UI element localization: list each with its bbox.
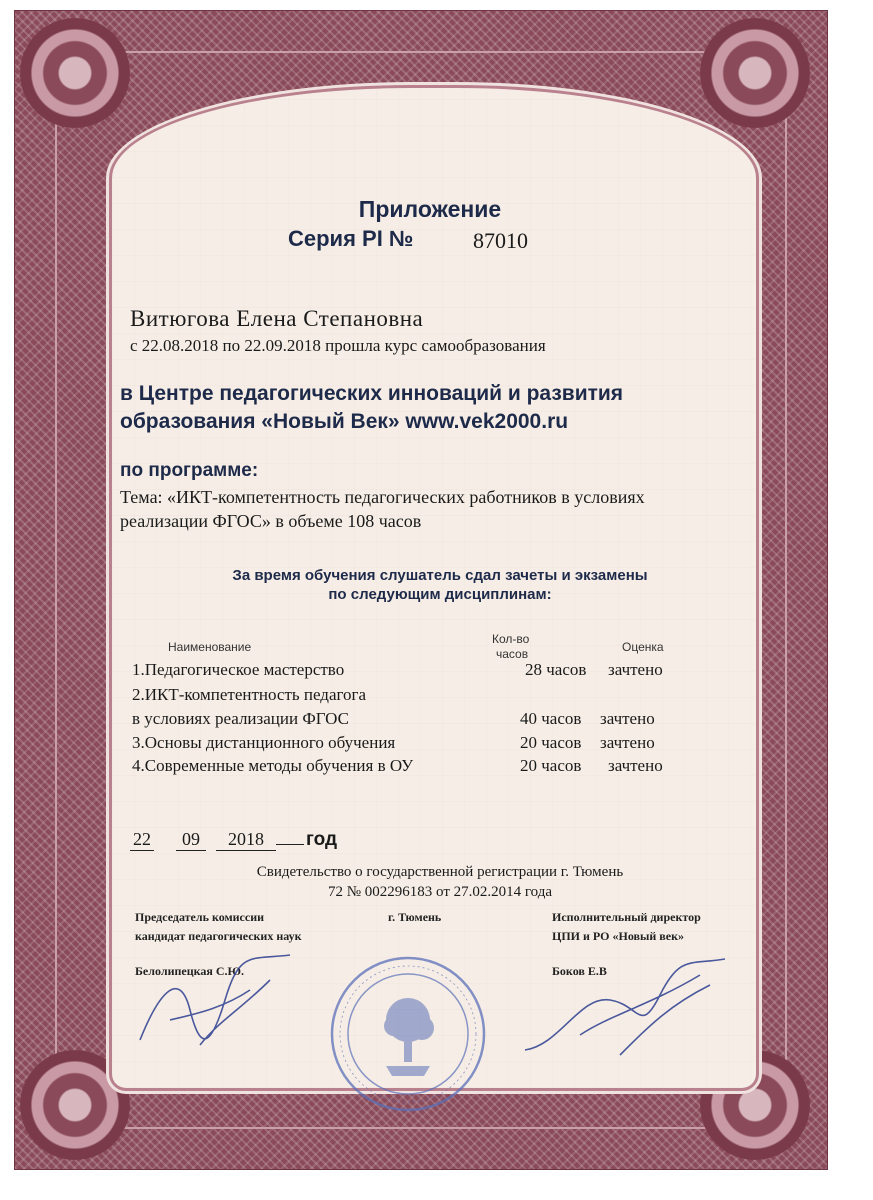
issue-day: 22 [130, 829, 154, 851]
issue-year-suffix: год [306, 829, 338, 850]
director-name: Боков Е.В [552, 964, 607, 978]
discipline-grade: зачтено [600, 709, 655, 728]
series-number: 87010 [473, 228, 528, 253]
program-theme-line-1: Тема: «ИКТ-компетентность педагогических работников в условиях [120, 487, 645, 507]
exams-intro-line-1: За время обучения слушатель сдал зачеты и экзамены [232, 567, 648, 584]
director-organization: ЦПИ и РО «Новый век» [552, 929, 685, 943]
discipline-grade: зачтено [608, 660, 663, 679]
series-label: Серия PI № [288, 226, 414, 251]
chair-title: Председатель комиссии [135, 910, 265, 924]
program-theme-line-2: реализации ФГОС» в объеме 108 часов [120, 511, 422, 531]
discipline-grade: зачтено [608, 756, 663, 775]
organization-line-1: в Центре педагогических инноваций и развития [120, 382, 624, 405]
discipline-name: 3.Основы дистанционного обучения [132, 733, 396, 752]
recipient-name: Витюгова Елена Степановна [130, 306, 424, 331]
discipline-name: в условиях реализации ФГОС [132, 709, 349, 728]
discipline-grade: зачтено [600, 733, 655, 752]
document-title: Приложение [358, 196, 502, 222]
corner-ornament-top-left [20, 18, 130, 128]
column-header-name: Наименование [168, 640, 252, 654]
chair-signature-icon [130, 950, 300, 1060]
city-label: г. Тюмень [388, 910, 442, 924]
exams-intro-line-2: по следующим дисциплинам: [328, 586, 552, 603]
registration-line-1: Свидетельство о государственной регистрации г. Тюмень [256, 864, 624, 880]
discipline-hours: 40 часов [520, 709, 582, 728]
discipline-name: 2.ИКТ-компетентность педагога [132, 685, 367, 704]
chair-degree: кандидат педагогических наук [135, 929, 302, 943]
director-title: Исполнительный директор [552, 910, 701, 924]
program-label: по программе: [120, 460, 259, 481]
registration-line-2: 72 № 002296183 от 27.02.2014 года [327, 884, 553, 900]
corner-ornament-top-right [700, 18, 810, 128]
discipline-name: 4.Современные методы обучения в ОУ [132, 756, 414, 775]
director-signature-icon [520, 955, 730, 1065]
organization-seal [328, 954, 488, 1114]
column-header-hours-unit: часов [496, 647, 529, 661]
chair-name: Белолипецкая С.Ю. [135, 964, 245, 978]
column-header-hours: Кол-во [492, 632, 530, 646]
issue-year: 2018 [216, 829, 276, 851]
column-header-grade: Оценка [622, 640, 664, 654]
discipline-name: 1.Педагогическое мастерство [132, 660, 345, 679]
course-period: с 22.08.2018 по 22.09.2018 прошла курс самообразования [130, 336, 546, 355]
issue-month: 09 [176, 829, 206, 851]
issue-date [130, 829, 337, 851]
discipline-hours: 20 часов [520, 733, 582, 752]
organization-line-2: образования «Новый Век» www.vek2000.ru [120, 410, 569, 433]
discipline-hours: 28 часов [525, 660, 587, 679]
discipline-hours: 20 часов [520, 756, 582, 775]
